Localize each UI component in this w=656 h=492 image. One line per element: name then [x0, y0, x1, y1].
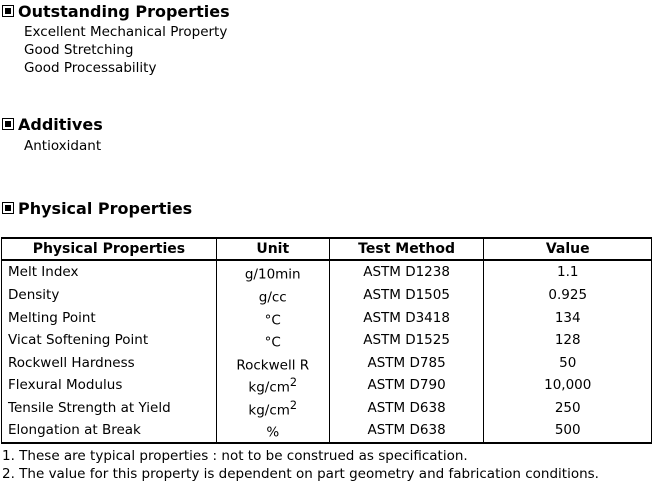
property-unit	[216, 329, 329, 352]
list-item: Good Stretching	[24, 42, 134, 58]
property-unit	[216, 419, 329, 443]
property-method: ASTM D638	[329, 397, 484, 420]
unit-text: °C	[264, 334, 281, 351]
list-item: Good Processability	[24, 60, 157, 76]
physical-properties-table	[1, 237, 652, 444]
section-title: Physical Properties	[18, 198, 193, 218]
property-unit	[216, 352, 329, 375]
section-title: Outstanding Properties	[18, 1, 230, 21]
table-row	[2, 374, 652, 397]
property-name: Melt Index	[2, 260, 217, 284]
unit-text: Rockwell R	[236, 357, 310, 373]
property-unit	[216, 307, 329, 330]
property-name: Rockwell Hardness	[2, 352, 217, 375]
section-heading-outstanding	[2, 1, 230, 21]
property-name: Density	[2, 284, 217, 307]
table-row	[2, 307, 652, 330]
property-value: 50	[484, 352, 652, 375]
property-unit	[216, 284, 329, 307]
footnotes	[2, 447, 599, 483]
property-name: Flexural Modulus	[2, 374, 217, 397]
column-header-unit: Unit	[216, 238, 329, 260]
unit-text: kg/cm	[248, 402, 290, 418]
property-method: ASTM D1238	[329, 260, 484, 284]
list-item: Antioxidant	[24, 138, 102, 154]
table-row	[2, 329, 652, 352]
table-row	[2, 419, 652, 443]
property-value: 0.925	[484, 284, 652, 307]
outstanding-list	[24, 23, 227, 77]
property-name: Tensile Strength at Yield	[2, 397, 217, 420]
property-method: ASTM D1525	[329, 329, 484, 352]
footnote: 2. The value for this property is dependent on part geometry and fabrication conditions.	[2, 466, 599, 482]
property-value: 128	[484, 329, 652, 352]
footnote: 1. These are typical properties : not to be construed as specification.	[2, 448, 468, 464]
property-name: Melting Point	[2, 307, 217, 330]
table-row	[2, 352, 652, 375]
property-method: ASTM D790	[329, 374, 484, 397]
property-method: ASTM D1505	[329, 284, 484, 307]
property-value: 1.1	[484, 260, 652, 284]
unit-exponent: 2	[289, 398, 298, 412]
property-method: ASTM D3418	[329, 307, 484, 330]
property-name: Elongation at Break	[2, 419, 217, 443]
property-unit	[216, 397, 329, 420]
unit-text: kg/cm	[248, 379, 290, 396]
column-header-value: Value	[484, 238, 652, 260]
table-row	[2, 397, 652, 420]
property-method: ASTM D638	[329, 419, 484, 443]
unit-text: °C	[264, 312, 281, 328]
square-bullet-icon	[2, 5, 14, 17]
unit-text: g/cc	[258, 289, 287, 306]
section-title: Additives	[18, 114, 103, 134]
property-method: ASTM D785	[329, 352, 484, 375]
unit-text: %	[266, 424, 280, 441]
property-value: 500	[484, 419, 652, 443]
column-header-method: Test Method	[329, 238, 484, 260]
property-value: 10,000	[484, 374, 652, 397]
column-header-property: Physical Properties	[2, 238, 217, 260]
property-value: 134	[484, 307, 652, 330]
section-heading-physical	[2, 198, 192, 218]
property-unit	[216, 260, 329, 284]
section-heading-additives	[2, 114, 103, 134]
table-row	[2, 284, 652, 307]
property-name: Vicat Softening Point	[2, 329, 217, 352]
property-unit	[216, 374, 329, 397]
property-value: 250	[484, 397, 652, 420]
square-bullet-icon	[2, 202, 14, 214]
square-bullet-icon	[2, 118, 14, 130]
table-header-row	[2, 238, 652, 260]
list-item: Excellent Mechanical Property	[24, 24, 228, 40]
unit-text: g/10min	[244, 266, 301, 283]
additives-list	[24, 137, 101, 155]
table-row	[2, 260, 652, 284]
unit-exponent: 2	[289, 376, 298, 389]
